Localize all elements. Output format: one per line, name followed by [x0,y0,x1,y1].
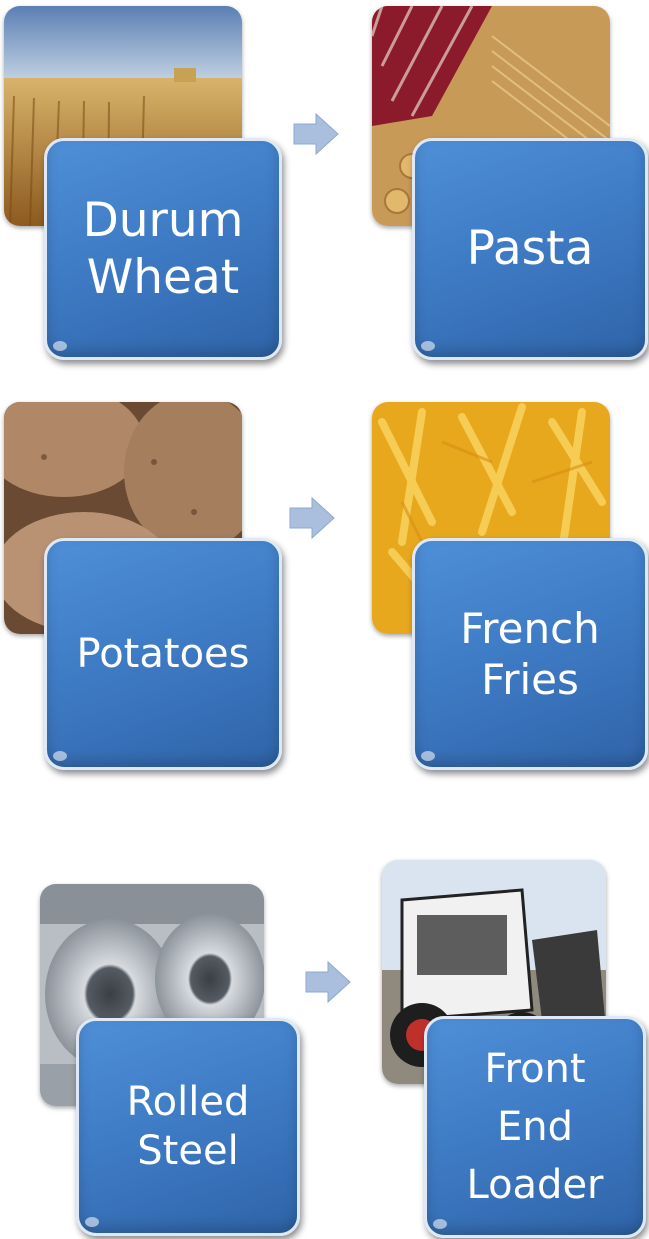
node-pasta [412,138,648,360]
node-label: Rolled Steel [126,1079,250,1174]
node-label: Pasta [466,221,594,277]
right-arrow-icon [292,110,340,158]
node-rolled-steel [76,1018,300,1236]
gloss-highlight [421,341,435,351]
gloss-highlight [85,1217,99,1227]
right-arrow-icon [288,494,336,542]
gloss-highlight [53,751,67,761]
node-durum-wheat [44,138,282,360]
node-label: Potatoes [76,630,250,677]
gloss-highlight [53,341,67,351]
node-label: Durum Wheat [82,192,244,305]
node-label: Front End Loader [466,1046,604,1208]
node-label: French Fries [460,603,600,704]
gloss-highlight [433,1219,447,1229]
gloss-highlight [421,751,435,761]
right-arrow-icon [304,958,352,1006]
node-front-end-loader [424,1016,646,1238]
node-potatoes [44,538,282,770]
node-french-fries [412,538,648,770]
